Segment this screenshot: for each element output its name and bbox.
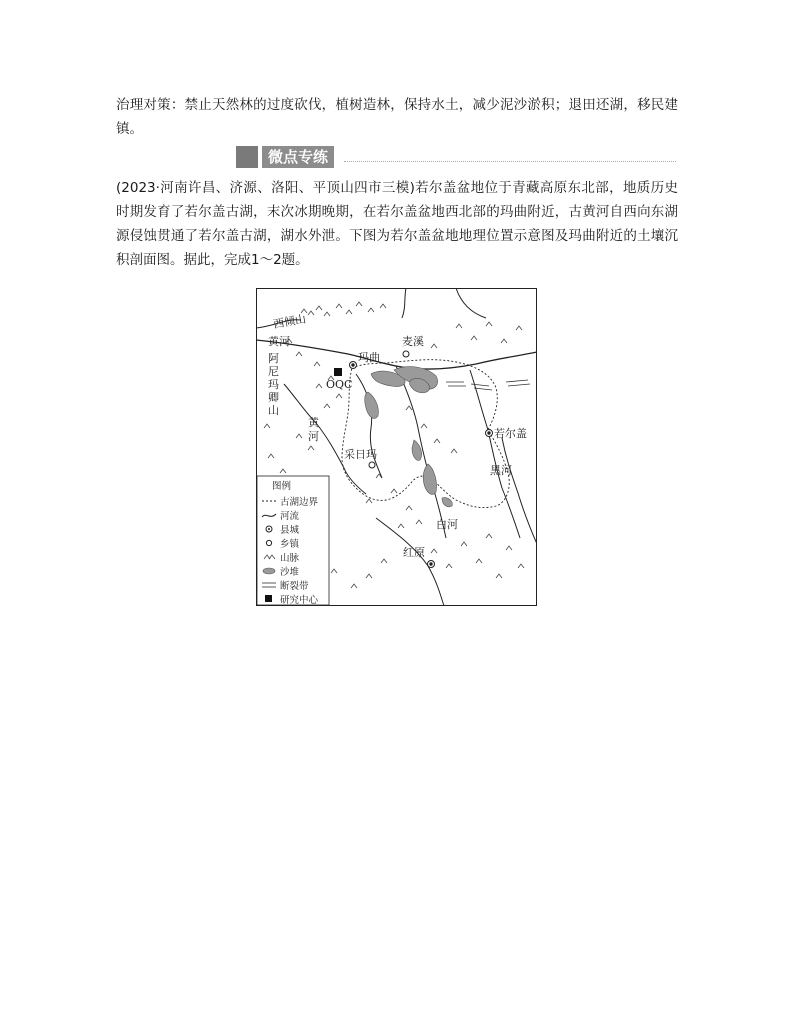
label-huanghe-top: 黄河	[268, 335, 290, 348]
caierima-town-marker	[369, 462, 375, 468]
paragraph-treatment: 治理对策：禁止天然林的过度砍伐，植树造林，保持水土，减少泥沙淤积；退田还湖，移民建镇。	[116, 97, 678, 137]
label-ruoergai: 若尔盖	[494, 427, 527, 440]
legend-item-river: 河流	[280, 511, 300, 522]
legend-item-county: 县城	[280, 525, 300, 536]
label-maqu: 玛曲	[358, 351, 380, 364]
legend-item-town: 乡镇	[280, 539, 300, 550]
label-huanghe-left: 黄河	[308, 416, 319, 443]
legend-item-lake-boundary: 古湖边界	[280, 497, 319, 508]
research-center-marker	[334, 368, 342, 376]
section-divider	[344, 161, 676, 162]
legend-item-mountain: 山脉	[280, 553, 300, 564]
legend-item-fault: 断裂带	[280, 581, 309, 592]
label-baihe: 白河	[436, 518, 458, 531]
legend-title: 图例	[272, 481, 292, 492]
label-heihe: 黑河	[490, 464, 512, 477]
label-xiqingshan: 西倾山	[272, 312, 308, 331]
label-oqc: OQC	[326, 378, 353, 391]
label-maixi: 麦溪	[402, 335, 424, 348]
maixi-town-marker	[403, 351, 409, 357]
section-title: 微点专练	[262, 146, 334, 168]
label-hongyuan: 红原	[403, 546, 425, 559]
ruoergai-basin-map	[256, 288, 537, 606]
label-anyemaqen: 阿尼玛卿山	[268, 352, 279, 417]
map-legend	[257, 476, 329, 606]
section-header	[236, 146, 676, 168]
question-stem: (2023·河南许昌、济源、洛阳、平顶山四市三模)若尔盖盆地位于青藏高原东北部，地质历史时期发育了若尔盖古湖，末次冰期晚期，在若尔盖盆地西北部的玛曲附近，古黄河自西向东湖源侵蚀贯通了若尔盖古湖，湖水外泄。下图为若尔盖盆地地理位置示意图及玛曲附近的土壤沉积剖面图。据此，完成1～2题。	[116, 180, 678, 268]
label-caierima: 采日玛	[344, 448, 377, 461]
section-marker	[236, 146, 258, 168]
legend-item-dune: 沙堆	[280, 567, 300, 578]
legend-item-research: 研究中心	[280, 595, 319, 606]
